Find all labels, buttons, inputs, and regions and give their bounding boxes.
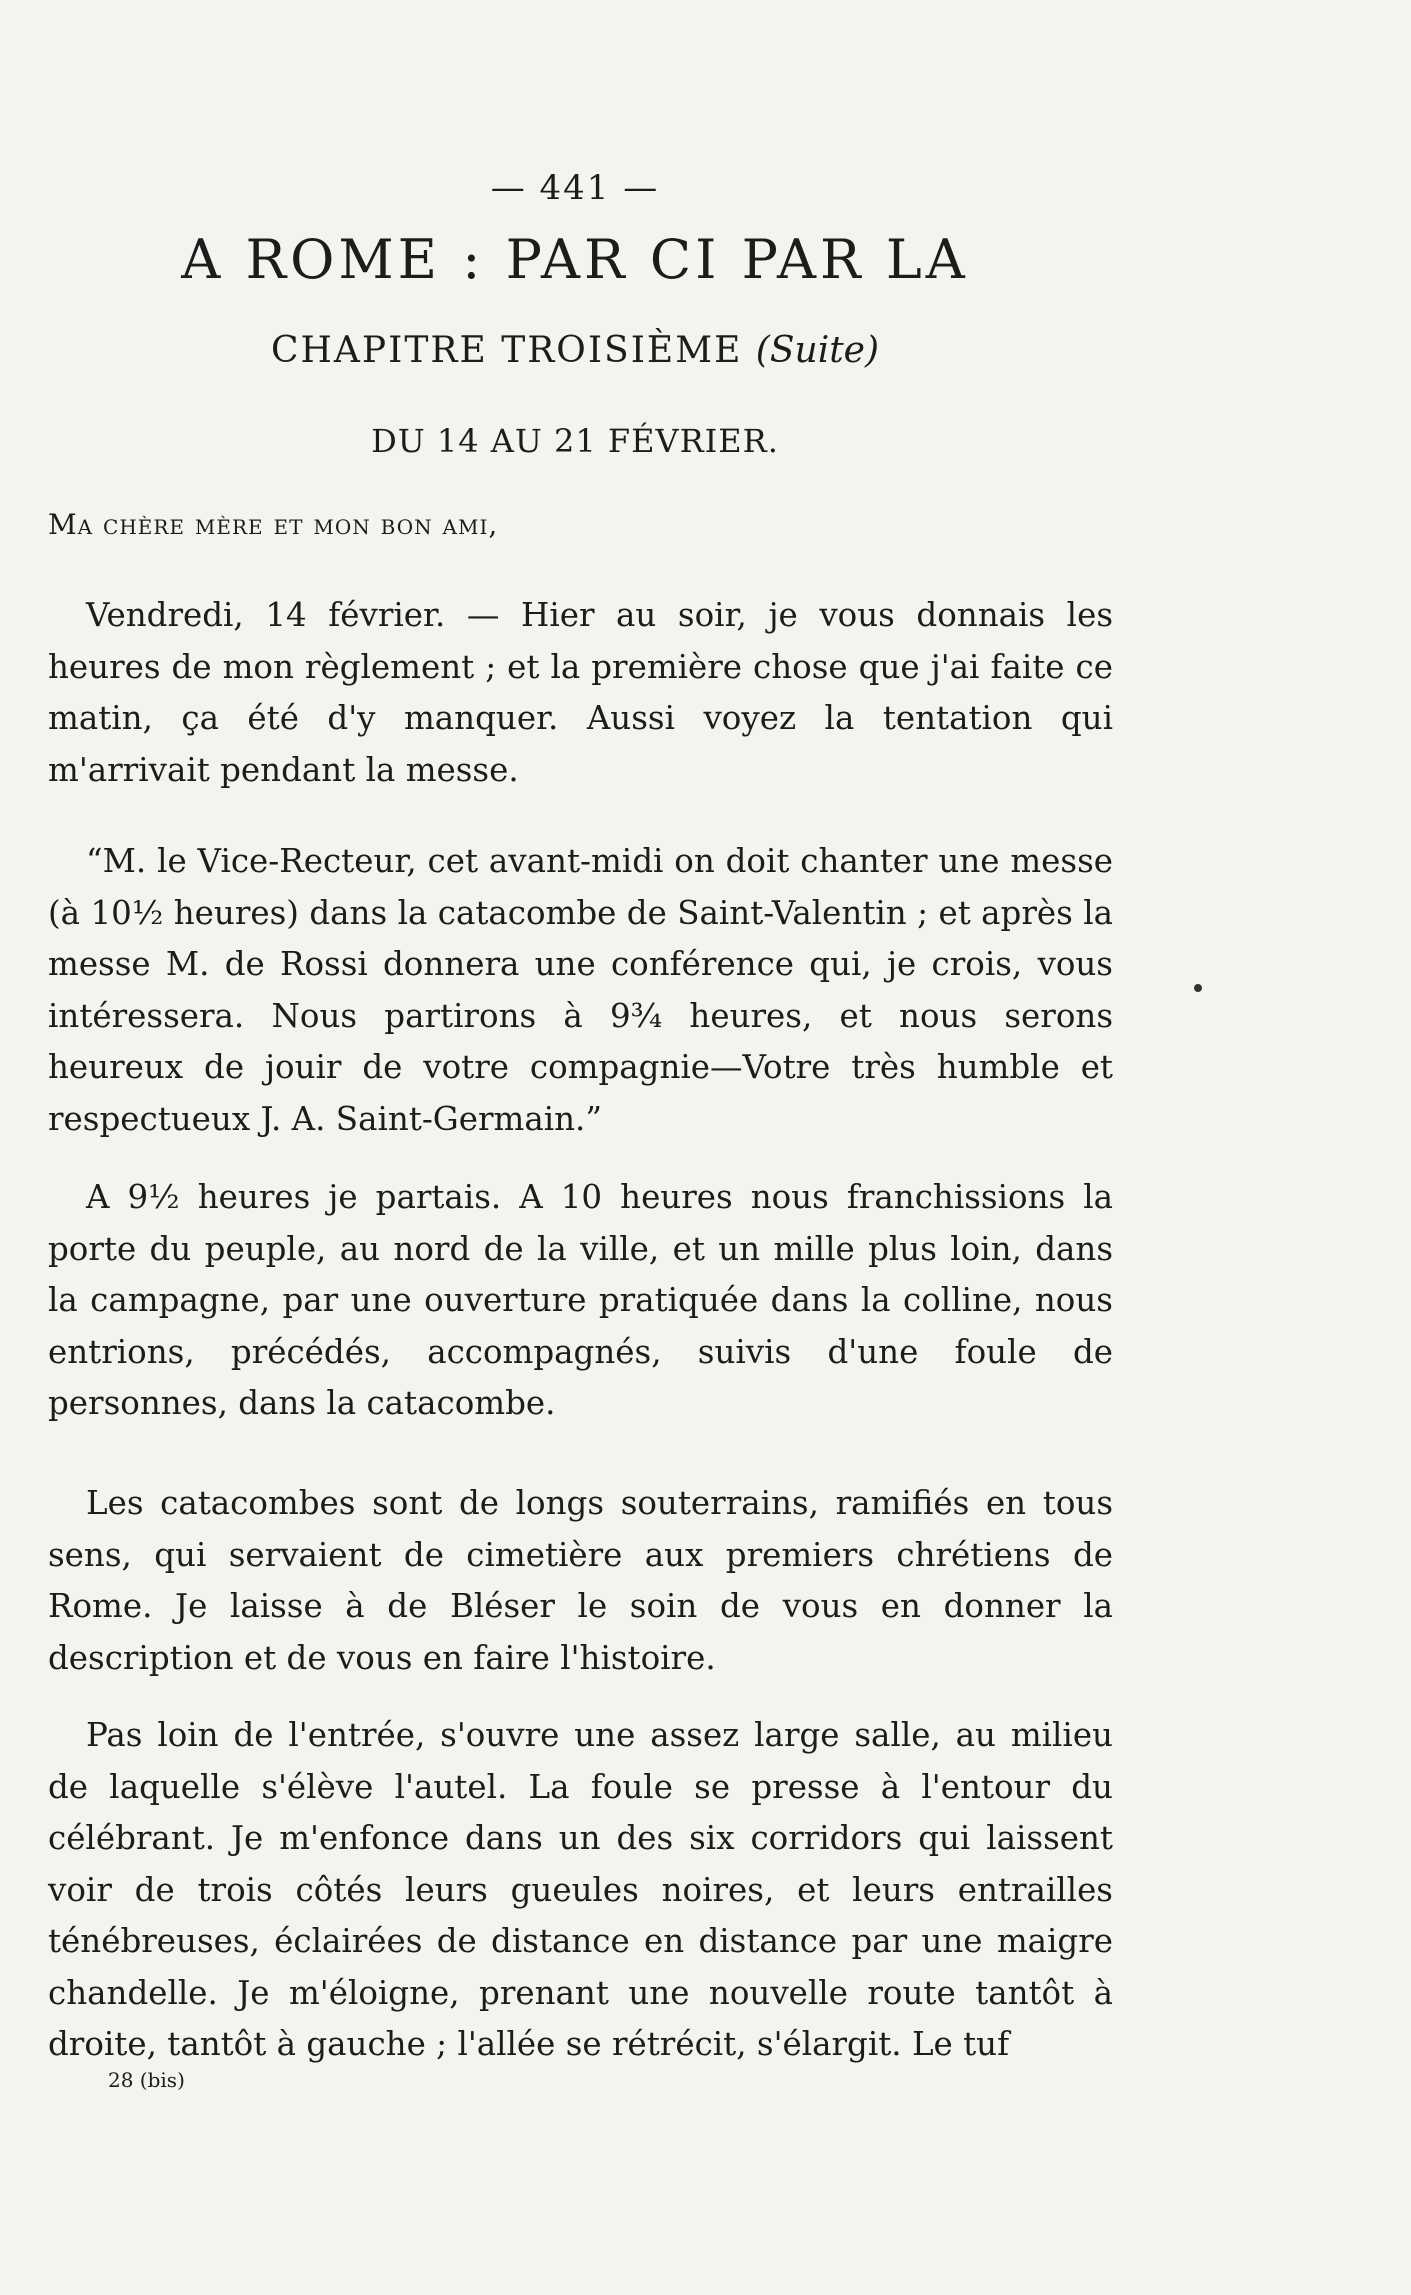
paragraph-1: Vendredi, 14 février. — Hier au soir, je vous donnais les heures de mon règlement ; et la première chose que j'ai faite ce matin, ça été d'y manquer. Aussi voyez la tentation qui m'arrivait pendant la messe. xyxy=(48,596,1113,789)
page-number: — 441 — xyxy=(490,168,660,208)
chapter-label: CHAPITRE TROISIÈME xyxy=(270,330,743,371)
paragraph-3: A 9½ heures je partais. A 10 heures nous franchissions la porte du peuple, au nord de la ville, et un mille plus loin, dans la campagne, par une ouverture pratiquée dans la colline, nous entrions, précédés, accompagnés, suivis d'une foule de personnes, dans la catacombe. xyxy=(48,1178,1113,1422)
page-title: A ROME : PAR CI PAR LA xyxy=(181,228,969,291)
salutation: Ma chère mère et mon bon ami, xyxy=(48,508,499,541)
date-range: DU 14 AU 21 FÉVRIER. xyxy=(371,422,779,460)
ink-dot xyxy=(1194,984,1202,992)
signature-mark: 28 (bis) xyxy=(108,2068,185,2092)
chapter-suffix: (Suite) xyxy=(755,330,880,371)
paragraph-4: Les catacombes sont de longs souterrains, ramifiés en tous sens, qui servaient de cimetière aux premiers chrétiens de Rome. Je laisse à de Bléser le soin de vous en donner la description et de vous en faire l'histoire. xyxy=(48,1484,1113,1677)
paragraph-5: Pas loin de l'entrée, s'ouvre une assez large salle, au milieu de laquelle s'élève l'autel. La foule se presse à l'entour du célébrant. Je m'enfonce dans un des six corridors qui laissent voir de trois côtés leurs gueules noires, et leurs entrailles ténébreuses, éclairées de distance en distance par une maigre chandelle. Je m'éloigne, prenant une nouvelle route tantôt à droite, tantôt à gauche ; l'allée se rétrécit, s'élargit. Le tuf xyxy=(48,1716,1113,2063)
chapter-heading xyxy=(0,330,1150,371)
paragraph-2: “M. le Vice-Recteur, cet avant-midi on doit chanter une messe (à 10½ heures) dans la catacombe de Saint-Valentin ; et après la messe M. de Rossi donnera une conférence qui, je crois, vous intéressera. Nous partirons à 9¾ heures, et nous serons heureux de jouir de votre compagnie—Votre très humble et respectueux J. A. Saint-Germain.” xyxy=(48,842,1113,1138)
